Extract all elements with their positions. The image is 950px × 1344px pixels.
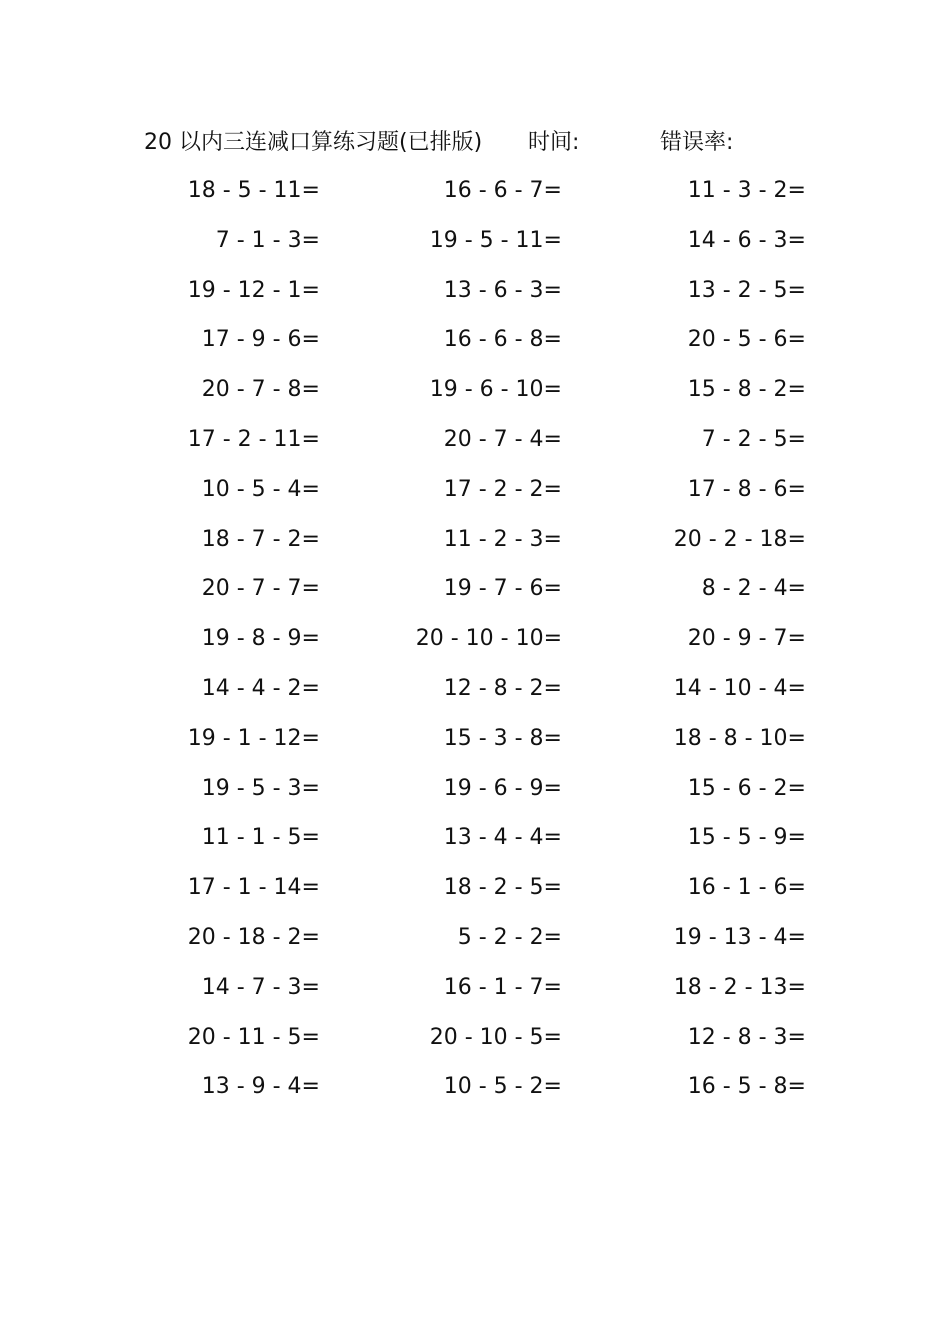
problem-item: 17 - 1 - 14= bbox=[187, 875, 320, 901]
problem-item: 18 - 5 - 11= bbox=[187, 178, 320, 203]
worksheet-title: 20 以内三连减口算练习题(已排版) bbox=[144, 130, 483, 155]
problem-item: 12 - 8 - 2= bbox=[443, 675, 562, 701]
problem-item: 7 - 1 - 3= bbox=[215, 227, 320, 253]
problem-row bbox=[130, 572, 810, 622]
problem-item: 13 - 6 - 3= bbox=[443, 277, 562, 303]
problem-item: 7 - 2 - 5= bbox=[701, 426, 806, 452]
problem-grid bbox=[130, 174, 810, 1120]
problem-row bbox=[130, 772, 810, 822]
problem-item: 14 - 4 - 2= bbox=[201, 675, 320, 701]
problem-item: 20 - 18 - 2= bbox=[187, 924, 320, 950]
problem-row bbox=[130, 1021, 810, 1071]
error-rate-label: 错误率: bbox=[660, 130, 734, 155]
problem-item: 14 - 10 - 4= bbox=[673, 675, 806, 701]
problem-item: 17 - 2 - 11= bbox=[187, 426, 320, 452]
problem-row bbox=[130, 1070, 810, 1120]
problem-row bbox=[130, 473, 810, 523]
problem-item: 13 - 2 - 5= bbox=[687, 277, 806, 303]
problem-item: 19 - 6 - 10= bbox=[429, 377, 562, 403]
problem-item: 19 - 5 - 3= bbox=[201, 775, 320, 801]
problem-row bbox=[130, 274, 810, 324]
problem-row bbox=[130, 174, 810, 224]
problem-item: 10 - 5 - 4= bbox=[201, 476, 320, 502]
problem-item: 15 - 3 - 8= bbox=[443, 725, 562, 751]
problem-item: 16 - 1 - 6= bbox=[687, 875, 806, 901]
problem-item: 19 - 1 - 12= bbox=[187, 725, 320, 751]
problem-item: 16 - 6 - 7= bbox=[443, 178, 562, 203]
problem-item: 5 - 2 - 2= bbox=[457, 924, 562, 950]
problem-item: 20 - 5 - 6= bbox=[687, 327, 806, 353]
problem-row bbox=[130, 224, 810, 274]
problem-row bbox=[130, 523, 810, 573]
problem-row bbox=[130, 423, 810, 473]
problem-item: 19 - 5 - 11= bbox=[429, 227, 562, 253]
problem-item: 16 - 1 - 7= bbox=[443, 974, 562, 1000]
problem-item: 8 - 2 - 4= bbox=[701, 576, 806, 602]
problem-item: 18 - 7 - 2= bbox=[201, 526, 320, 552]
problem-item: 12 - 8 - 3= bbox=[687, 1024, 806, 1050]
problem-item: 20 - 7 - 7= bbox=[201, 576, 320, 602]
problem-item: 15 - 8 - 2= bbox=[687, 377, 806, 403]
problem-item: 20 - 11 - 5= bbox=[187, 1024, 320, 1050]
problem-item: 13 - 4 - 4= bbox=[443, 825, 562, 851]
problem-row bbox=[130, 622, 810, 672]
problem-item: 20 - 7 - 8= bbox=[201, 377, 320, 403]
problem-row bbox=[130, 323, 810, 373]
problem-item: 10 - 5 - 2= bbox=[443, 1074, 562, 1100]
problem-item: 19 - 7 - 6= bbox=[443, 576, 562, 602]
problem-row bbox=[130, 871, 810, 921]
problem-item: 11 - 2 - 3= bbox=[443, 526, 562, 552]
problem-item: 19 - 8 - 9= bbox=[201, 626, 320, 652]
problem-row bbox=[130, 373, 810, 423]
problem-item: 20 - 2 - 18= bbox=[673, 526, 806, 552]
problem-row bbox=[130, 722, 810, 772]
problem-item: 17 - 8 - 6= bbox=[687, 476, 806, 502]
problem-item: 14 - 6 - 3= bbox=[687, 227, 806, 253]
problem-item: 17 - 9 - 6= bbox=[201, 327, 320, 353]
problem-item: 19 - 13 - 4= bbox=[673, 924, 806, 950]
problem-item: 20 - 10 - 5= bbox=[429, 1024, 562, 1050]
problem-item: 16 - 5 - 8= bbox=[687, 1074, 806, 1100]
problem-row bbox=[130, 672, 810, 722]
problem-item: 15 - 6 - 2= bbox=[687, 775, 806, 801]
problem-item: 11 - 3 - 2= bbox=[687, 178, 806, 203]
problem-item: 20 - 7 - 4= bbox=[443, 426, 562, 452]
problem-item: 18 - 2 - 13= bbox=[673, 974, 806, 1000]
problem-item: 19 - 6 - 9= bbox=[443, 775, 562, 801]
problem-row bbox=[130, 821, 810, 871]
problem-item: 14 - 7 - 3= bbox=[201, 974, 320, 1000]
time-label: 时间: bbox=[528, 130, 580, 155]
problem-item: 18 - 8 - 10= bbox=[673, 725, 806, 751]
problem-item: 20 - 10 - 10= bbox=[415, 626, 562, 652]
problem-item: 15 - 5 - 9= bbox=[687, 825, 806, 851]
problem-row bbox=[130, 971, 810, 1021]
problem-item: 16 - 6 - 8= bbox=[443, 327, 562, 353]
problem-row bbox=[130, 921, 810, 971]
problem-item: 20 - 9 - 7= bbox=[687, 626, 806, 652]
problem-item: 13 - 9 - 4= bbox=[201, 1074, 320, 1100]
problem-item: 19 - 12 - 1= bbox=[187, 277, 320, 303]
problem-item: 18 - 2 - 5= bbox=[443, 875, 562, 901]
problem-item: 11 - 1 - 5= bbox=[201, 825, 320, 851]
problem-item: 17 - 2 - 2= bbox=[443, 476, 562, 502]
